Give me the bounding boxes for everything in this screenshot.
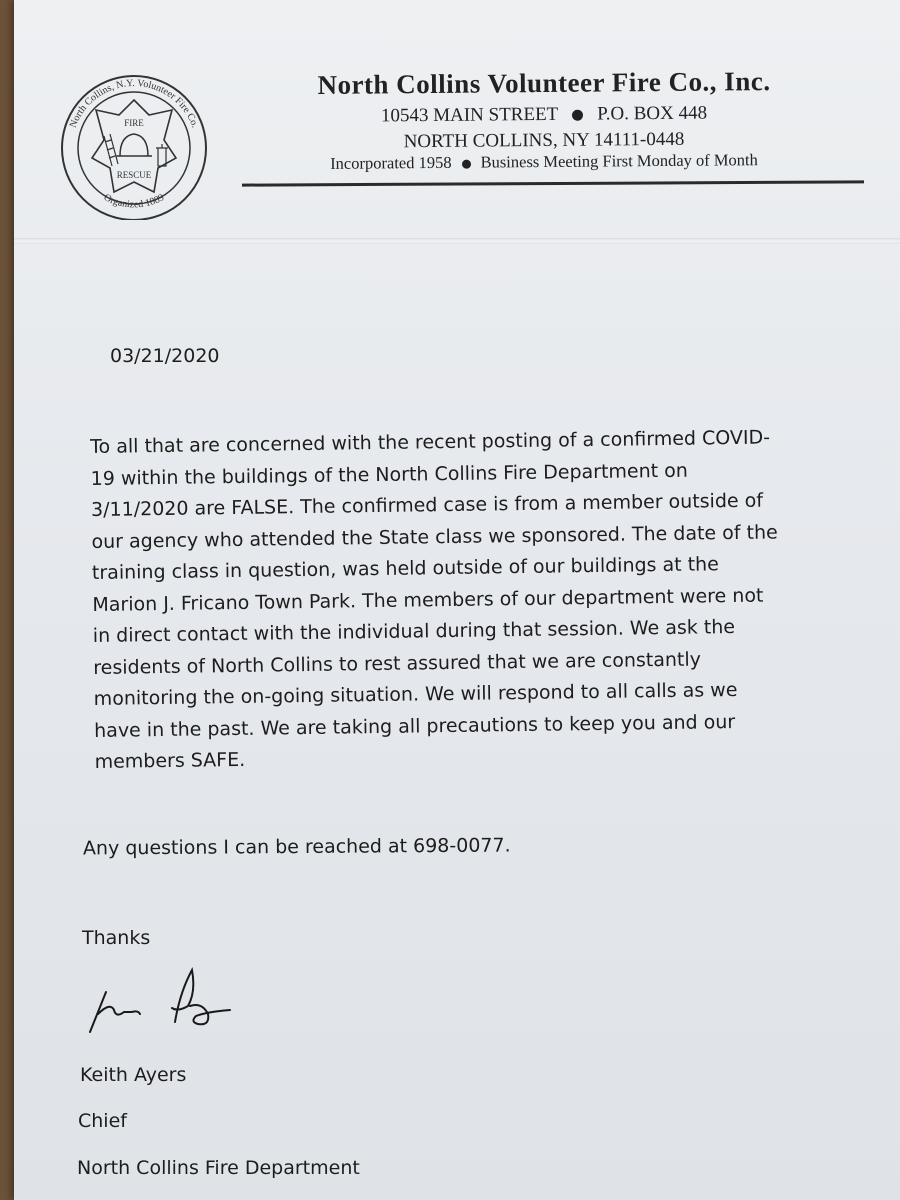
seal-rescue-label: RESCUE bbox=[116, 170, 152, 180]
meeting-text: Business Meeting First Monday of Month bbox=[480, 150, 758, 172]
seal-ring-text: North Collins, N.Y. Volunteer Fire Co. bbox=[67, 77, 201, 130]
body-line: monitoring the on-going situation. We will respond to all calls as we bbox=[93, 678, 738, 710]
body-line: have in the past. We are taking all precautions to keep you and our bbox=[94, 710, 736, 742]
po-box: P.O. BOX 448 bbox=[597, 102, 708, 125]
ladder-icon bbox=[104, 134, 118, 166]
body-line: training class in question, was held outside of our buildings at the bbox=[91, 553, 719, 584]
fire-helmet-icon bbox=[116, 134, 152, 156]
organization-name: North Collins Volunteer Fire Co., Inc. bbox=[317, 66, 771, 100]
street-address: 10543 MAIN STREET bbox=[380, 103, 559, 127]
contact-line: Any questions I can be reached at 698-0077. bbox=[82, 834, 511, 860]
bullet-dot bbox=[572, 110, 583, 121]
body-line: To all that are concerned with the recent posting of a confirmed COVID- bbox=[90, 426, 771, 458]
seal-organized-text: Organized 1889 bbox=[101, 192, 167, 211]
bullet-dot bbox=[462, 159, 471, 168]
incorporated-text: Incorporated 1958 bbox=[330, 152, 452, 173]
address-line bbox=[244, 101, 844, 128]
closing: Thanks bbox=[82, 927, 151, 949]
body-line: our agency who attended the State class we sponsored. The date of the bbox=[91, 520, 778, 553]
signer-title: Chief bbox=[78, 1110, 127, 1132]
body-line: members SAFE. bbox=[94, 748, 246, 773]
handwritten-signature bbox=[80, 962, 250, 1042]
body-line: residents of North Collins to rest assured that we are constantly bbox=[93, 647, 702, 679]
info-line bbox=[244, 149, 844, 174]
letter-body bbox=[90, 422, 835, 779]
body-line: 19 within the buildings of the North Collins Fire Department on bbox=[90, 459, 688, 490]
signer-name: Keith Ayers bbox=[80, 1064, 187, 1086]
body-line: Marion J. Fricano Town Park. The members of our department were not bbox=[92, 584, 764, 616]
seal-fire-label: FIRE bbox=[124, 118, 144, 128]
header-rule bbox=[242, 180, 864, 186]
hydrant-icon bbox=[156, 144, 168, 166]
body-line: 3/11/2020 are FALSE. The confirmed case is from a member outside of bbox=[90, 489, 764, 521]
signer-department: North Collins Fire Department bbox=[77, 1157, 360, 1179]
letter-date: 03/21/2020 bbox=[110, 345, 220, 367]
fire-company-seal bbox=[54, 70, 214, 220]
svg-text:Organized 1889 bbox=[102, 192, 166, 210]
body-line: in direct contact with the individual during that session. We ask the bbox=[92, 616, 736, 647]
paper-fold bbox=[14, 238, 900, 244]
city-state-zip: NORTH COLLINS, NY 14111-0448 bbox=[403, 128, 685, 153]
